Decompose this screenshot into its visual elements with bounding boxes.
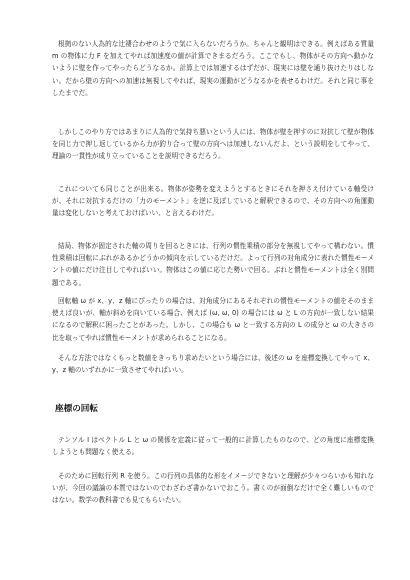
paragraph-4: 結局、物体が固定された軸の周りを回るときには、行列の慣性乗積の部分を無視してやって構わない。慣性乗積は回転にぶれがあるかどうかの傾向を示しているだけだ。よって行列の対角成分に表れた慣性モーメントの値にだけ注目してやればいい。物体はこの値に応じた勢いで回る。ぶれと慣性モーメントは全く別問題である。 — [52, 242, 374, 287]
paragraph-1: 根拠のない人為的な辻褄合わせのようで気に入らないだろうか。ちゃんと観明はできる。例えばある質量 m の物体に力 F を加えてやれば加速度の値が計算できまるだろう。ここでもし、物体がその方向へ動かないように壁を作ってやったらどうなるか。計算上では加速するはずだが、現実には壁を通り抜けたりはしない。だから壁の方向への加速は無視してやれば、現実の運動がどうなるかを表せるわけだ。それと同じ事をしたまでだ。 — [52, 40, 374, 97]
paragraph-7: テンソル I はベクトル L と ω の関係を定義に従って一般的に計算したものなので、どの角度に座標変換しようとも問題なく使える。 — [52, 436, 374, 457]
paragraph-3: これについても同じことが出来る。物体が姿勢を変えようとするときにそれを押さえ付けている軸受けが、それに対抗するだけの「力のモーメント」を逆に及ぼしていると解釈できるので、その方向への角運動量は変化しないと考えておけばいい、と言えるわけだ。 — [52, 185, 374, 218]
paragraph-6: そんな方法ではなくもっと数値をきっちり求めたいという場合には、後述の ω を座標変換してやって x、y、z 軸のいずれかに一致させてやればいい。 — [52, 354, 374, 375]
paragraph-2: しかしこのやり方ではあまりに人為的で気持ち悪いという人には、物体が壁を押すのに対抗して壁が物体を同じ力で押し返しているから力が釣り合って壁の方向へは加速しないんだよ、という説明をしてやって、理論の一貫性が成り立っていることを説明できるだろう。 — [52, 128, 374, 161]
section-heading: 座標の回転 — [55, 404, 98, 414]
paragraph-8: そのために回転行列 R を使う。この行列の具体的な形をイメージできないと理解が少々つらいかも知れないが、今回の議論の本質ではないのでわざわざ書かないでおこう。書くのが面倒なだけで全く難しいものではない。数学の教科書でも見てもらいたい。 — [52, 472, 374, 505]
paragraph-5: 回転軸 ω が x、y、z 軸にぴったりの場合は、対角成分にあるそれぞれの慣性モーメントの値をそのまま使えば良いが、軸が斜めを向いている場合、例えば (ω, ω, 0) の場合には ω と L の方向が一致しない結果になるので解釈に困ったことがあった。しかし、この場合も ω と一致する方向の L の成分と ω の大きさの比を取ってやれば慣性モーメントが求められることになる。 — [52, 297, 374, 342]
